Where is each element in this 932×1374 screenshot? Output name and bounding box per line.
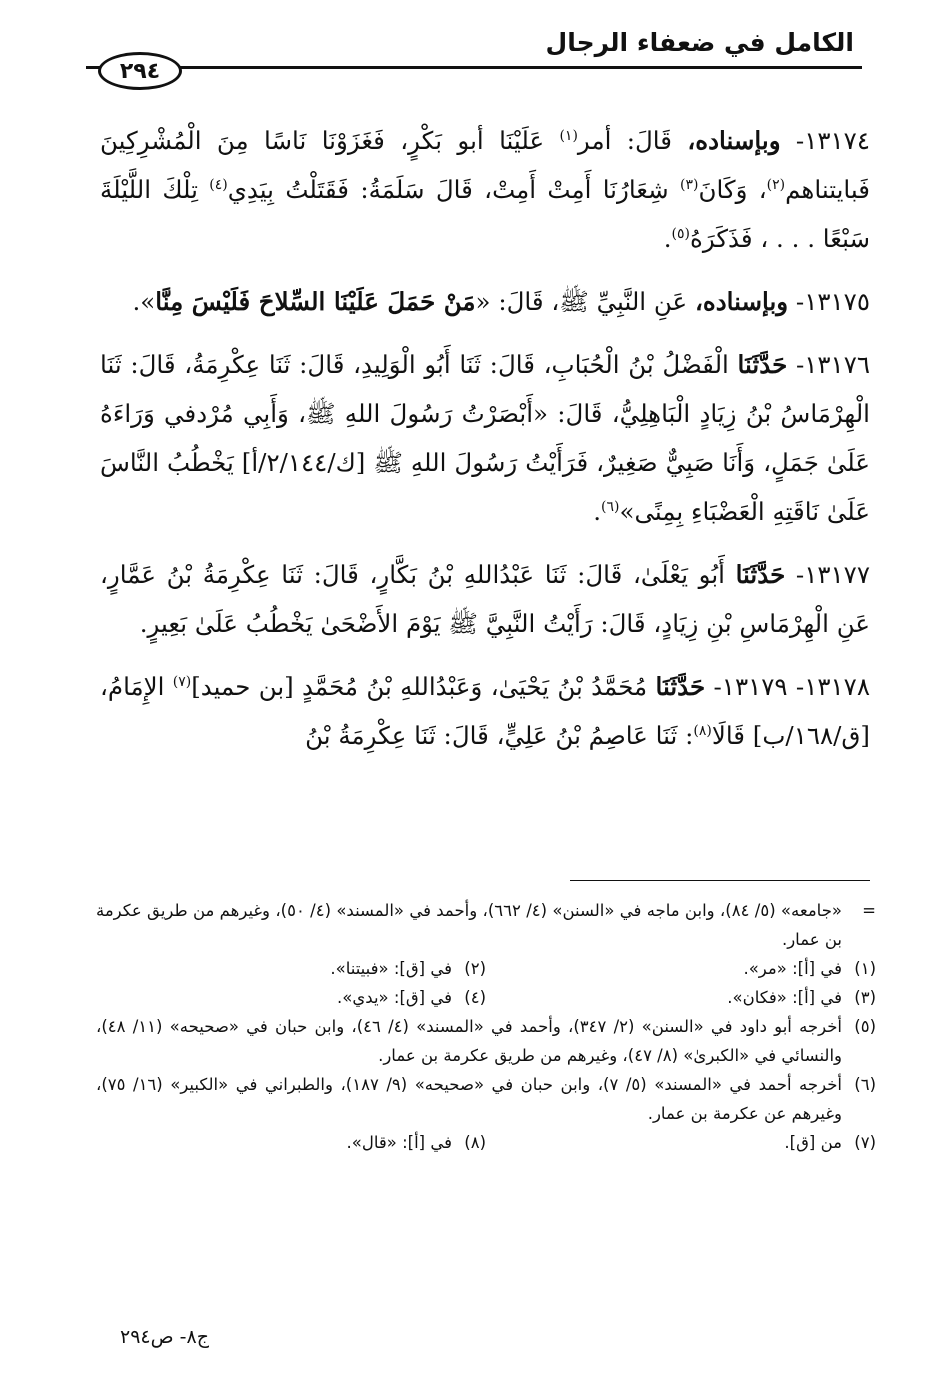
footnote-ref[interactable]: (٢) <box>766 176 786 193</box>
chain-keyword: حَدَّثَنَا <box>655 672 706 701</box>
running-title: الكامل في ضعفاء الرجال <box>545 28 854 57</box>
entry-text: شِعَارُنَا أَمِتْ أَمِتْ، قَالَ سَلَمَةُ: فَقَتَلْتُ بِيَدِي <box>227 175 680 204</box>
footnote-marker: (٣) <box>854 988 876 1007</box>
entry-text: . <box>663 224 672 253</box>
footnote-ref[interactable]: (١) <box>559 127 578 144</box>
entry-text: أَبُو يَعْلَىٰ، قَالَ: ثَنَا عَبْدُاللهِ بْنُ بَكَّارٍ، قَالَ: ثَنَا عِكْرِمَةُ بْنُ عَمَّارٍ، عَنِ الْهِرْمَاسِ بْنِ زِيَادٍ، قَالَ: رَأَيْتُ النَّبِيَّ ﷺ يَوْمَ الأَضْحَىٰ يَخْطُبُ عَلَىٰ بَعِيرٍ. <box>100 560 870 638</box>
footnotes <box>96 896 876 1157</box>
page-number-badge <box>98 52 182 90</box>
hadith-entry-13176 <box>100 340 870 536</box>
header-rule <box>86 66 862 69</box>
footnote-ref[interactable]: (٨) <box>693 722 712 739</box>
hadith-entry-13177 <box>100 550 870 648</box>
entry-number: ١٣١٧٤- <box>795 126 870 155</box>
footnote-5 <box>96 1012 876 1070</box>
footnote-7 <box>486 1128 876 1157</box>
footnote-text: في [أ]: «قال». <box>346 1133 452 1152</box>
footnote-3 <box>486 983 876 1012</box>
footnote-text: في [ق]: «فبيتنا». <box>330 959 452 978</box>
footnote-marker: = <box>862 901 876 920</box>
hadith-matn: مَنْ حَمَلَ عَلَيْنَا السِّلاحَ فَلَيْسَ مِنَّا <box>155 287 476 316</box>
footnote-row <box>96 1128 876 1157</box>
hadith-entry-13178 <box>100 662 870 760</box>
footnote-text: في [ق]: «يدي». <box>337 988 452 1007</box>
entry-text: عَلَيْنَا أبو بَكْرٍ، فَغَزَوْنَا نَاسًا مِنَ الْمُشْرِكِينَ فَبايتناهم <box>100 126 870 204</box>
footnote-text: «جامعه» (٥/ ٨٤)، وابن ماجه في «السنن» (٤/ ٦٦٢)، وأحمد في «المسند» (٤/ ٥٠)، وغيرهم من طريق عكرمة بن عمار. <box>96 901 842 949</box>
chain-keyword: حَدَّثَنَا <box>735 560 786 589</box>
entry-text: ». <box>132 287 156 316</box>
footnote-marker: (٤) <box>464 988 486 1007</box>
entry-number: ١٣١٧٦- <box>795 350 871 379</box>
chain-keyword: وبإسناده، <box>687 126 781 155</box>
entry-text: الْفَضْلُ بْنُ الْحُبَابِ، قَالَ: ثَنَا أَبُو الْوَلِيدِ، قَالَ: ثَنَا عِكْرِمَةُ، قَالَ: ثَنَا الْهِرْمَاسُ بْنُ زِيَادٍ الْبَاهِلِيُّ، قَالَ: «أَبْصَرْتُ رَسُولَ اللهِ ﷺ، وَأَبِي مُرْدفي وَرَاءَهُ عَلَىٰ جَمَلٍ، وَأَنَا صَبِيٌّ صَغِيرٌ، فَرَأَيْتُ رَسُولَ اللهِ ﷺ [ك/٢/١٤٤/أ] يَخْطُبُ النَّاسَ عَلَىٰ نَاقَتِهِ الْعَضْبَاءِ بِمِنًى» <box>100 350 871 526</box>
volume-page-reference: ج٨- ص٢٩٤ <box>120 1326 209 1348</box>
footnote-text: أخرجه أبو داود في «السنن» (٢/ ٣٤٧)، وأحمد في «المسند» (٤/ ٤٦)، وابن حبان في «صحيحه» (١١/ ٤٨)، والنسائي في «الكبرىٰ» (٨/ ٤٧)، وغيرهم من طريق عكرمة بن عمار. <box>96 1017 843 1065</box>
footnote-marker: (٨) <box>464 1133 486 1152</box>
chain-keyword: وبإسناده، <box>694 287 789 316</box>
hadith-entry-13174 <box>100 116 870 263</box>
entry-number: ١٣١٧٥- <box>795 287 870 316</box>
entry-text: ، وَكَانَ <box>698 175 767 204</box>
hadith-entry-13175 <box>100 277 870 326</box>
footnote-ref[interactable]: (٣) <box>679 176 699 193</box>
entry-text: : ثَنَا عَاصِمُ بْنُ عَلِيٍّ، قَالَ: ثَنَا عِكْرِمَةُ بْنُ <box>305 721 694 750</box>
main-text <box>100 116 870 774</box>
entry-number: ١٣١٧٨- ١٣١٧٩- <box>713 672 870 701</box>
footnote-ref[interactable]: (٤) <box>209 176 228 193</box>
entry-text: مُحَمَّدُ بْنُ يَحْيَىٰ، وَعَبْدُاللهِ بْنُ مُحَمَّدٍ [بن حميد] <box>191 672 656 701</box>
page-header <box>86 22 862 84</box>
entry-text: تِلْكَ اللَّيْلَةَ سَبْعًا . . . ، فَذَكَرَهُ <box>100 175 870 253</box>
footnote-row <box>96 954 876 983</box>
footnote-4 <box>96 983 486 1012</box>
footnote-1 <box>486 954 876 983</box>
footnote-marker: (٧) <box>854 1133 876 1152</box>
footnote-8 <box>96 1128 486 1157</box>
footnote-continuation <box>96 896 876 954</box>
footnote-text: في [أ]: «فكان». <box>727 988 842 1007</box>
chain-keyword: حَدَّثَنَا <box>737 350 788 379</box>
footnote-6 <box>96 1070 876 1128</box>
footnote-marker: (٦) <box>854 1075 876 1094</box>
footnote-ref[interactable]: (٥) <box>671 225 690 242</box>
entry-text: الإِمَامُ، [ق/١٦٨/ب] قَالَا <box>100 672 870 750</box>
entry-number: ١٣١٧٧- <box>795 560 870 589</box>
footnote-ref[interactable]: (٦) <box>600 498 620 515</box>
footnote-text: من [ق]. <box>784 1133 842 1152</box>
entry-text: عَنِ النَّبِيِّ ﷺ، قَالَ: « <box>475 287 695 316</box>
page-number: ٢٩٤ <box>119 58 161 84</box>
footnote-marker: (٢) <box>464 959 486 978</box>
footnote-2 <box>96 954 486 983</box>
entry-text: قَالَ: أمر <box>577 126 688 155</box>
entry-text: . <box>593 497 601 526</box>
footnote-ref[interactable]: (٧) <box>172 673 192 690</box>
footnote-marker: (١) <box>854 959 876 978</box>
footnote-separator <box>570 880 870 881</box>
footnote-marker: (٥) <box>854 1017 876 1036</box>
footnote-text: في [أ]: «مر». <box>743 959 842 978</box>
footnote-text: أخرجه أحمد في «المسند» (٥/ ٧)، وابن حبان في «صحيحه» (٩/ ١٨٧)، والطبراني في «الكبير» (١٦/ ٧٥)، وغيرهم عن عكرمة بن عمار. <box>96 1075 842 1123</box>
footnote-row <box>96 983 876 1012</box>
